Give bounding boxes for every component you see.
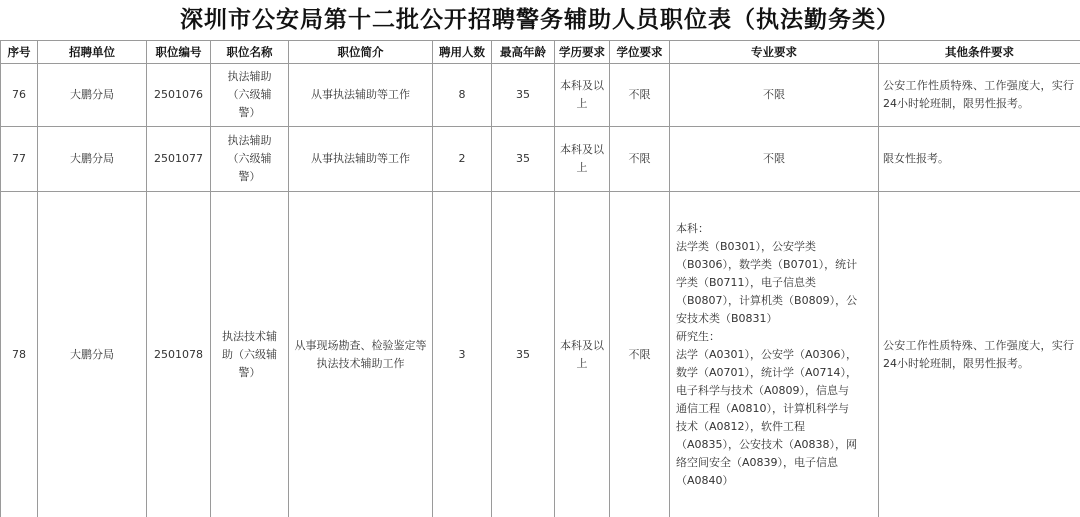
education-text: 本科及以上: [560, 143, 604, 174]
cell-code: 2501078: [147, 192, 211, 517]
cell-intro: 从事现场勘查、检验鉴定等执法技术辅助工作: [289, 192, 433, 517]
table-row: [1, 127, 1080, 192]
cell-position: [211, 192, 289, 517]
cell-other: 公安工作性质特殊、工作强度大，实行24小时轮班制，限男性报考。: [879, 192, 1080, 517]
header-age: 最高年龄: [492, 41, 555, 64]
cell-unit: 大鹏分局: [38, 64, 147, 127]
cell-intro: 从事执法辅助等工作: [289, 127, 433, 192]
position-text: 执法辅助（六级辅警）: [227, 70, 272, 119]
cell-education: [555, 64, 610, 127]
cell-education: [555, 127, 610, 192]
header-no: 序号: [1, 41, 38, 64]
header-unit: 招聘单位: [38, 41, 147, 64]
cell-code: 2501077: [147, 127, 211, 192]
header-education: 学历要求: [555, 41, 610, 64]
cell-intro: 从事执法辅助等工作: [289, 64, 433, 127]
table-header-row: [1, 41, 1080, 64]
header-code: 职位编号: [147, 41, 211, 64]
position-text: 执法辅助（六级辅警）: [227, 134, 272, 183]
cell-no: 77: [1, 127, 38, 192]
cell-unit: 大鹏分局: [38, 192, 147, 517]
cell-count: 8: [433, 64, 492, 127]
page-title: 深圳市公安局第十二批公开招聘警务辅助人员职位表（执法勤务类）: [180, 6, 900, 33]
cell-count: 2: [433, 127, 492, 192]
header-count: 聘用人数: [433, 41, 492, 64]
cell-other: 公安工作性质特殊、工作强度大，实行24小时轮班制，限男性报考。: [879, 64, 1080, 127]
header-major: 专业要求: [670, 41, 879, 64]
major-text: 本科： 法学类（B0301），公安学类 （B0306），数学类（B0701），统计 学类（B0711），电子信息类 （B0807），计算机类（B0809），公 安技术类（B0831） 研究生： 法学（A0301），公安学（A0306）， 数学（A0701），统计学（A0714）， 电子科学与技术（A0809），信息与 通信工程（A0810），计算机科学与 技术（A0812），软件工程 （A0835），公安技术（A0838），网 络空间安全（A0839），电子信息 （A0840）: [676, 221, 858, 487]
header-intro: 职位简介: [289, 41, 433, 64]
cell-education: [555, 192, 610, 517]
cell-other: 限女性报考。: [879, 127, 1080, 192]
education-text: 本科及以上: [560, 338, 604, 370]
job-table: [0, 40, 1080, 517]
cell-unit: 大鹏分局: [38, 127, 147, 192]
cell-degree: 不限: [610, 192, 670, 517]
cell-position: [211, 127, 289, 192]
cell-age: 35: [492, 192, 555, 517]
header-position: 职位名称: [211, 41, 289, 64]
cell-major: [670, 192, 879, 517]
cell-no: 78: [1, 192, 38, 517]
table-row: [1, 192, 1080, 517]
cell-code: 2501076: [147, 64, 211, 127]
cell-degree: 不限: [610, 64, 670, 127]
header-degree: 学位要求: [610, 41, 670, 64]
table-row: [1, 64, 1080, 127]
cell-no: 76: [1, 64, 38, 127]
header-other: 其他条件要求: [879, 41, 1080, 64]
position-text: 执法技术辅助（六级辅警）: [222, 329, 277, 379]
cell-position: [211, 64, 289, 127]
cell-major: 不限: [670, 127, 879, 192]
cell-age: 35: [492, 127, 555, 192]
cell-major: 不限: [670, 64, 879, 127]
cell-degree: 不限: [610, 127, 670, 192]
education-text: 本科及以上: [560, 79, 604, 110]
cell-count: 3: [433, 192, 492, 517]
cell-age: 35: [492, 64, 555, 127]
